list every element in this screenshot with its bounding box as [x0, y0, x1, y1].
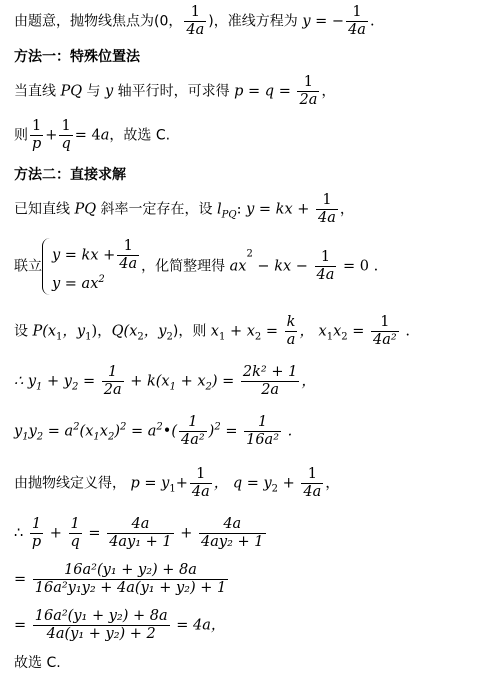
text: 设: [14, 323, 33, 340]
var-ax: ax: [229, 258, 247, 275]
combined-frac: $\frac{\text{16a²(y₁ + y₂) + 8a}}{\text{16a²y₁y₂ + 4a(y₁ + y₂) + 1}}$: [34, 562, 227, 596]
text: 斜率一定存在，设: [96, 201, 218, 218]
subscript-pq: PQ: [221, 209, 237, 221]
k-over-a: $\frac{k}{a}$: [286, 314, 296, 348]
quarter-a-fraction: $\frac{1}{4a}$: [318, 192, 336, 226]
focus-fraction: $\frac{1}{4a}$: [186, 4, 205, 38]
method-two-heading: 方法二：直接求解: [14, 167, 126, 183]
text: 则: [14, 127, 28, 144]
text: 轴平行时，可求得: [113, 83, 235, 100]
half-a-fraction: $\frac{1}{2a}$: [299, 74, 318, 108]
definition-line: 由抛物线定义得， $p = y_1+$ $\frac{1}{4a}$ ， $q = y_2$ + $\frac{1}{4a}$ ，: [14, 466, 340, 500]
intro-line: [14, 4, 375, 39]
quarter-a-fraction-2: $\frac{1}{4a}$: [316, 249, 335, 283]
reciprocal-sum-line: ∴ $\frac{1}{p}$ + $\frac{1}{q}$ = $\frac{4a}{\text{4ay₁ + 1}}$ + $\frac{4a}{\text{4ay₂ + 1}}$: [14, 516, 264, 550]
comma: ，: [321, 83, 336, 100]
eq-zero: = 0 .: [338, 258, 379, 275]
one-over-p-2: $\frac{1}{p}$: [31, 516, 42, 550]
p-frac: $\frac{1}{4a}$: [191, 466, 210, 500]
var-y: y: [105, 83, 114, 100]
plus: +: [292, 201, 315, 218]
sixteenth-frac: $\frac{1}{\text{16a²}}$: [246, 414, 280, 448]
eq: = 4: [74, 127, 101, 144]
eq: =: [274, 83, 296, 100]
product-y-line: $y_1y_2 = a^2(x_1x_2)^2$ = $a^2•$( $\frac{1}{\text{4a²}}$ )$^2$ = $\frac{1}{\text{16a²}}$ .: [14, 414, 293, 448]
eq: =: [243, 83, 265, 100]
colon: :: [236, 201, 247, 218]
one-over-q-2: $\frac{1}{q}$: [70, 516, 80, 550]
period: .: [369, 13, 375, 30]
intro-text: 由题意，抛物线焦点为(0，: [14, 13, 183, 30]
text: 当直线: [14, 83, 61, 100]
method-one-line: [14, 74, 336, 109]
sum-frac: $\frac{\text{2k² + 1}}{2a}$: [242, 364, 298, 398]
var-y: y: [302, 13, 311, 30]
final-answer: 故选 C.: [14, 655, 61, 671]
one-over-p: $\frac{1}{p}$: [32, 118, 42, 152]
var-p: p: [234, 83, 244, 100]
answer-text: ，故选 C.: [109, 127, 171, 144]
expr: − kx −: [252, 258, 313, 275]
text: ，化简整理得: [141, 258, 230, 275]
simplified-frac: $\frac{\text{16a²(y₁ + y₂) + 8a}}{\text{4a(y₁ + y₂) + 2}}$: [34, 608, 168, 642]
product-fraction: $\frac{1}{\text{4a²}}$: [373, 314, 397, 348]
point-p: P(x: [32, 323, 57, 340]
method-one-heading: 方法一：特殊位置法: [14, 49, 140, 65]
combined-fraction-line: = $\frac{\text{16a²(y₁ + y₂) + 8a}}{\text{16a²y₁y₂ + 4a(y₁ + y₂) + 1}}$: [14, 562, 227, 596]
equation-system: y = kx + $\frac{1}{4a}$ $y = ax^2$: [42, 238, 141, 295]
var-kx: kx: [275, 201, 293, 218]
comma: ，: [339, 201, 355, 218]
sum-y-line: ∴ $y_1 + y_2$ = $\frac{1}{2a}$ + $k(x_1 + x_2)$ = $\frac{\text{2k² + 1}}{2a}$ ，: [14, 364, 316, 398]
half-a-frac: $\frac{1}{2a}$: [103, 364, 122, 398]
q-frac: $\frac{1}{4a}$: [303, 466, 322, 500]
simplified-fraction-line: = $\frac{\text{16a²(y₁ + y₂) + 8a}}{\text{4a(y₁ + y₂) + 2}}$ = 4a，: [14, 608, 226, 642]
intro-text-2: )，准线方程为: [208, 13, 298, 30]
var-a: a: [100, 127, 110, 144]
vieta-line: 设 $P(x_1$，$y_1$)，$Q(x_2$，$y_2$)，则 $x_1 + x_2$ = $\frac{k}{a}$ ， $x_1x_2$ = $\frac{1}{\text{4a²}}$ .: [14, 314, 410, 348]
var-pq: PQ: [74, 201, 97, 218]
equals-minus: = −: [315, 13, 345, 30]
text: 与: [82, 83, 106, 100]
method-one-result: [14, 118, 170, 153]
var-q: q: [264, 83, 275, 100]
line-equation: [14, 192, 354, 227]
var-y: y: [246, 201, 255, 218]
system-line: 联立 y = kx + $\frac{1}{4a}$ $y = ax^2$ ，化简整理得 $ax^2$ − kx − $\frac{1}{4a}$ = 0 .: [14, 238, 378, 295]
one-over-q: $\frac{1}{q}$: [61, 118, 71, 152]
var-l: l: [217, 201, 222, 218]
text: 联立: [14, 258, 42, 275]
plus: +: [45, 127, 58, 144]
text: 已知直线: [14, 201, 75, 218]
quarter-a2-frac: $\frac{1}{\text{4a²}}$: [180, 414, 205, 448]
var-pq: PQ: [60, 83, 83, 100]
term2-frac: $\frac{4a}{\text{4ay₂ + 1}}$: [201, 516, 264, 550]
term1-frac: $\frac{4a}{\text{4ay₁ + 1}}$: [109, 516, 172, 550]
point-q: Q(x: [111, 323, 138, 340]
eq: =: [254, 201, 276, 218]
directrix-fraction: $\frac{1}{4a}$: [348, 4, 366, 38]
